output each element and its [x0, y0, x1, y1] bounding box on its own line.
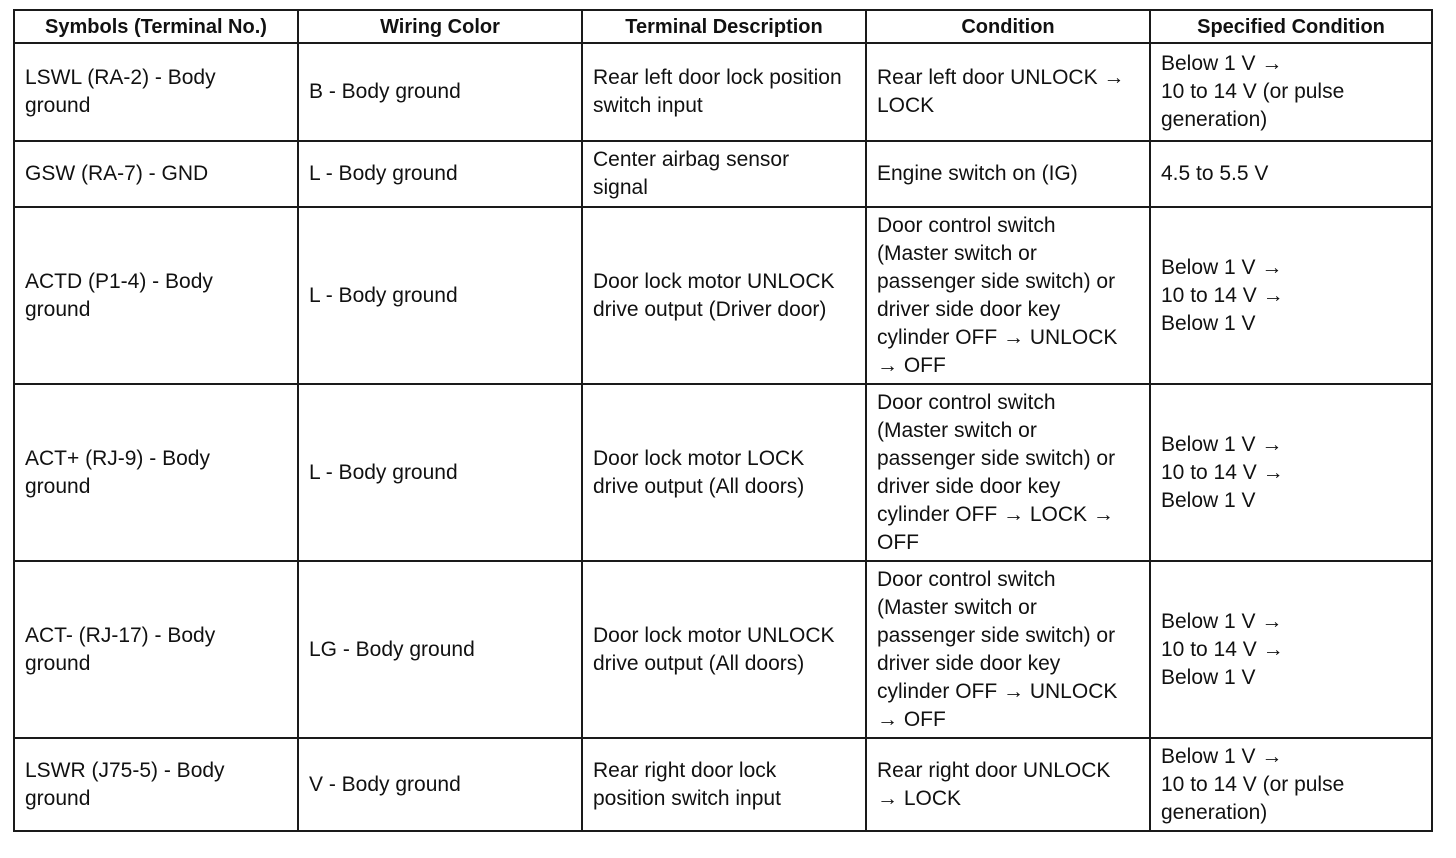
table-header	[14, 10, 1432, 43]
table-row	[14, 384, 1432, 561]
cell-specified-text: Below 1 V → 10 to 14 V → Below 1 V	[1161, 609, 1284, 689]
cell-condition-text: Door control switch (Master switch or passenger side switch) or driver side door key cylinder OFF → UNLOCK → OFF	[877, 213, 1118, 377]
cell-wiring	[298, 561, 582, 738]
cell-condition-text: Rear left door UNLOCK → LOCK	[877, 66, 1125, 117]
table-row	[14, 207, 1432, 384]
cell-description-text: Door lock motor UNLOCK drive output (Driver door)	[593, 269, 835, 321]
cell-condition	[866, 384, 1150, 561]
table-body	[14, 43, 1432, 831]
cell-wiring	[298, 384, 582, 561]
cell-description	[582, 141, 866, 207]
cell-description	[582, 43, 866, 141]
cell-condition-text: Door control switch (Master switch or passenger side switch) or driver side door key cylinder OFF → LOCK → OFF	[877, 390, 1116, 554]
cell-symbol	[14, 141, 298, 207]
cell-wiring	[298, 738, 582, 831]
cell-specified-text: Below 1 V → 10 to 14 V → Below 1 V	[1161, 255, 1284, 335]
cell-specified	[1150, 43, 1432, 141]
cell-condition-text: Rear right door UNLOCK → LOCK	[877, 758, 1111, 810]
cell-condition	[866, 43, 1150, 141]
cell-wiring-text: L - Body ground	[309, 460, 458, 484]
header-symbols: Symbols (Terminal No.)	[14, 10, 298, 43]
cell-wiring-text: L - Body ground	[309, 283, 458, 307]
header-wiring-color: Wiring Color	[298, 10, 582, 43]
table-row	[14, 561, 1432, 738]
cell-symbol	[14, 43, 298, 141]
cell-symbol	[14, 384, 298, 561]
terminal-table-container	[13, 9, 1431, 832]
header-condition: Condition	[866, 10, 1150, 43]
cell-specified-text: 4.5 to 5.5 V	[1161, 162, 1269, 185]
cell-symbol	[14, 207, 298, 384]
cell-symbol-text: GSW (RA-7) - GND	[25, 162, 209, 185]
cell-specified	[1150, 207, 1432, 384]
cell-wiring	[298, 207, 582, 384]
cell-symbol-text: ACT+ (RJ-9) - Body ground	[25, 446, 210, 498]
table-row	[14, 738, 1432, 831]
cell-symbol-text: LSWL (RA-2) - Body ground	[25, 66, 216, 117]
cell-condition	[866, 561, 1150, 738]
cell-description-text: Center airbag sensor signal	[593, 148, 790, 199]
cell-description-text: Door lock motor LOCK drive output (All doors)	[593, 446, 805, 498]
cell-description	[582, 207, 866, 384]
cell-description-text: Rear left door lock position switch input	[593, 66, 842, 117]
cell-symbol	[14, 561, 298, 738]
cell-specified	[1150, 141, 1432, 207]
cell-wiring-text: LG - Body ground	[309, 637, 475, 661]
cell-description-text: Door lock motor UNLOCK drive output (All doors)	[593, 623, 835, 675]
cell-condition	[866, 738, 1150, 831]
table-row	[14, 141, 1432, 207]
cell-condition	[866, 141, 1150, 207]
cell-condition-text: Door control switch (Master switch or passenger side switch) or driver side door key cylinder OFF → UNLOCK → OFF	[877, 567, 1118, 731]
cell-specified	[1150, 738, 1432, 831]
header-row	[14, 10, 1432, 43]
cell-symbol	[14, 738, 298, 831]
cell-condition	[866, 207, 1150, 384]
cell-specified	[1150, 384, 1432, 561]
header-specified-condition: Specified Condition	[1150, 10, 1432, 43]
cell-wiring-text: L - Body ground	[309, 162, 458, 185]
cell-description-text: Rear right door lock position switch input	[593, 758, 781, 810]
cell-symbol-text: ACTD (P1-4) - Body ground	[25, 269, 213, 321]
cell-symbol-text: LSWR (J75-5) - Body ground	[25, 758, 225, 810]
cell-wiring-text: V - Body ground	[309, 772, 461, 796]
cell-wiring-text: B - Body ground	[309, 80, 461, 103]
cell-specified-text: Below 1 V → 10 to 14 V (or pulse generation)	[1161, 744, 1345, 824]
cell-specified-text: Below 1 V → 10 to 14 V → Below 1 V	[1161, 432, 1284, 512]
cell-wiring	[298, 141, 582, 207]
cell-specified-text: Below 1 V → 10 to 14 V (or pulse generation)	[1161, 52, 1345, 131]
terminal-table	[13, 9, 1433, 832]
header-terminal-description: Terminal Description	[582, 10, 866, 43]
cell-condition-text: Engine switch on (IG)	[877, 162, 1078, 185]
cell-description	[582, 561, 866, 738]
table-row	[14, 43, 1432, 141]
cell-symbol-text: ACT- (RJ-17) - Body ground	[25, 623, 216, 675]
cell-description	[582, 384, 866, 561]
cell-wiring	[298, 43, 582, 141]
cell-specified	[1150, 561, 1432, 738]
cell-description	[582, 738, 866, 831]
